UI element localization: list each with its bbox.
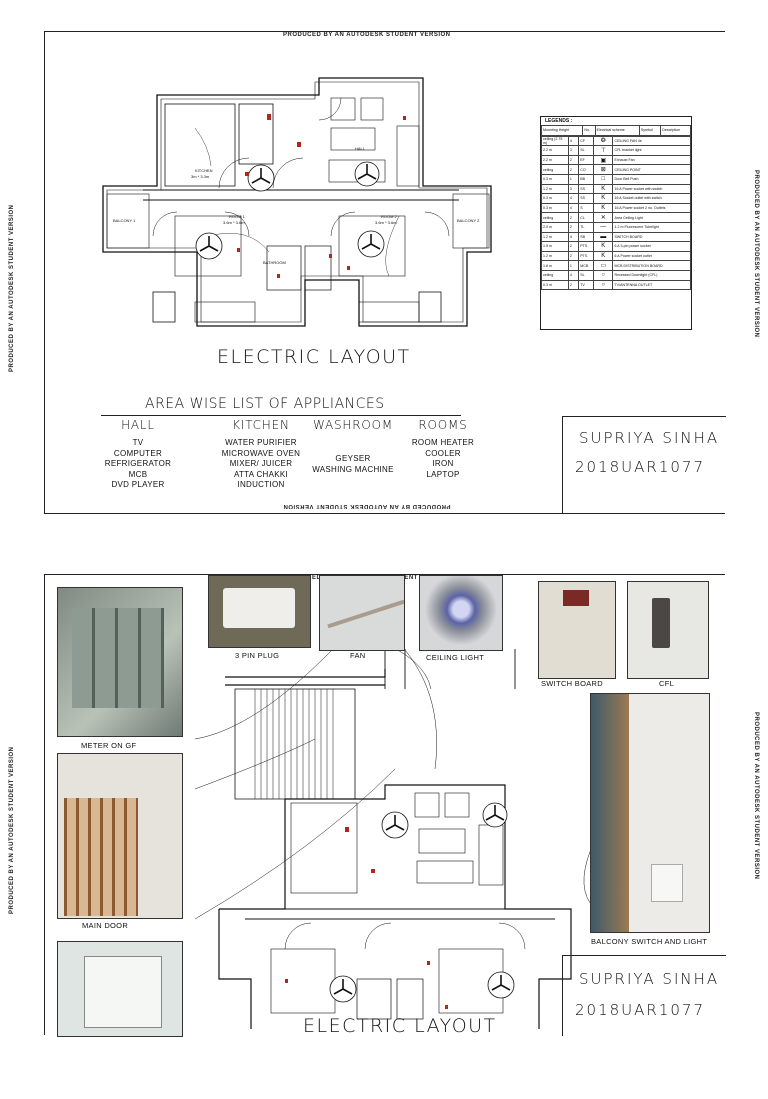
appliance-column-head: ROOMS (418, 418, 468, 432)
legend-header: Electrical scheme (595, 126, 639, 136)
legend-cell: ceiling (542, 213, 569, 223)
legend-cell: 4 (568, 232, 578, 242)
legend-cell: SWITCH BOARD (613, 232, 691, 242)
legend-cell: ceiling (542, 165, 569, 175)
mcb-box (84, 956, 162, 1028)
legend-cell: SS (579, 184, 594, 194)
caption-switch-board: SWITCH BOARD (541, 679, 603, 688)
legend-grid (541, 125, 691, 136)
legend-row (542, 222, 691, 232)
legend-cell: 2 (568, 165, 578, 175)
appliances-title: AREA WISE LIST OF APPLIANCES (145, 396, 385, 412)
appliance-item: GEYSER (335, 454, 371, 463)
label-room2: ROOM 2 (381, 214, 397, 219)
door-grill (64, 798, 138, 916)
legend-cell: TV (579, 280, 594, 290)
appliance-item: TV (132, 438, 144, 447)
appliance-list (101, 438, 175, 491)
meter-panels (72, 608, 164, 708)
photo-switch-board (538, 581, 616, 679)
label-bathroom: BATHROOM (263, 260, 286, 265)
label-kitchen: KITCHEN (195, 168, 213, 173)
floor-plan (99, 76, 499, 376)
appliance-column-head: HALL (121, 418, 155, 432)
caption-balcony-switch: BALCONY SWITCH AND LIGHT (591, 937, 708, 946)
legend-row (542, 194, 691, 204)
legend-cell: SL (579, 270, 594, 280)
legend-header: Symbol (639, 126, 660, 136)
legend-cell: MCB DISTRIBUTION BOARD (613, 261, 691, 271)
photo-mcb (57, 941, 183, 1037)
legend-row (542, 155, 691, 165)
label-room2-dim: 3.6m * 3.6m (375, 220, 397, 225)
appliance-item: MICROWAVE OVEN (221, 448, 301, 458)
legend-cell: Recessed Downlight (CFL) (613, 270, 691, 280)
appliance-item: IRON (432, 459, 454, 468)
legend-rows (541, 136, 691, 291)
legend-row (542, 184, 691, 194)
legend-cell: CF (579, 136, 594, 146)
appliance-item: COMPUTER (113, 448, 163, 458)
label-hall: HALL (355, 146, 366, 151)
label-room1-dim: 3.6m * 3.6m (223, 220, 245, 225)
appliance-list (383, 438, 503, 480)
legend-cell: 2 (568, 242, 578, 252)
appliance-item: REFRIGERATOR (104, 459, 172, 468)
legend-cell: 1.8 m (542, 261, 569, 271)
appliance-item: INDUCTION (237, 480, 285, 489)
appliance-item: MIXER/ JUICER (229, 459, 293, 468)
student-roll: 2018UAR1077 (575, 1001, 706, 1019)
legend-symbol-icon: ⊠ (594, 165, 613, 175)
appliance-item: WATER PURIFIER (225, 438, 297, 447)
legend-symbol-icon: K (594, 203, 613, 213)
legend-cell: 16 A Power socket with switch (613, 184, 691, 194)
appliance-item: LAPTOP (426, 469, 460, 479)
legend-header: Mounting Height (542, 126, 583, 136)
photo-main-door (57, 753, 183, 919)
sheet-photo-layout (44, 574, 725, 1035)
label-balcony1: BALCONY 1 (113, 218, 136, 223)
legend-cell: SS (579, 194, 594, 204)
legend-symbol-icon: — (594, 222, 613, 232)
legend-header: No. (583, 126, 595, 136)
legend-cell: EF (579, 155, 594, 165)
photo-3-pin-plug (208, 575, 311, 648)
legend-cell: 2.2 m (542, 155, 569, 165)
page-title: ELECTRIC LAYOUT (217, 346, 411, 368)
appliance-item: DVD PLAYER (111, 480, 165, 489)
legend-symbol-icon: K (594, 242, 613, 252)
legend-cell: 1.2 m (542, 184, 569, 194)
legend-cell: SL (579, 146, 594, 156)
legend-cell: BB (579, 174, 594, 184)
caption-fan: FAN (350, 651, 366, 660)
legend-cell: ceiling (542, 270, 569, 280)
legend-cell: 1.2 m Fluorescent Tubelight (613, 222, 691, 232)
legend-symbol-icon: K (594, 251, 613, 261)
legend-cell: 4 (568, 203, 578, 213)
photo-balcony (590, 693, 710, 933)
legend-cell: CEILING FAN 4e (613, 136, 691, 146)
legend-row (542, 261, 691, 271)
legend-cell: 2.0 m (542, 222, 569, 232)
legend-cell: Door Bell Push (613, 174, 691, 184)
legend-symbol-icon: K (594, 194, 613, 204)
student-name: SUPRIYA SINHA (579, 429, 720, 447)
legend-cell: 0.3 m (542, 203, 569, 213)
legend-row (542, 174, 691, 184)
appliance-column-head: WASHROOM (312, 418, 394, 432)
legend-cell: 2 (568, 280, 578, 290)
legend-cell: CO (579, 165, 594, 175)
legend-row (542, 242, 691, 252)
legend-cell: ceiling (2.75 m) (542, 136, 569, 146)
legend-symbol-icon: ▭ (594, 261, 613, 271)
sheet-electric-layout (44, 31, 725, 514)
legend-cell: 2 (568, 213, 578, 223)
legend-cell: 3 (568, 146, 578, 156)
caption-meter: METER ON GF (81, 741, 137, 750)
legend-cell: 6 A Power socket outlet (613, 251, 691, 261)
legend-title: LEGENDS : (545, 118, 573, 124)
appliance-item: ATTA CHAKKI (233, 469, 289, 479)
legend-symbol-icon: ⊤ (594, 146, 613, 156)
legend-symbol-icon: ▣ (594, 155, 613, 165)
legend-symbol-icon: ○ (594, 270, 613, 280)
page-title: ELECTRIC LAYOUT (303, 1015, 497, 1037)
legend-row (542, 232, 691, 242)
legend-cell: 6 A 3-pin power socket (613, 242, 691, 252)
legend-cell: 1.5 m (542, 242, 569, 252)
label-room1: ROOM 1 (229, 214, 245, 219)
caption-3-pin-plug: 3 PIN PLUG (235, 651, 280, 660)
watermark-right-bottom: PRODUCED BY AN AUTODESK STUDENT VERSION (753, 712, 759, 880)
appliance-item: MCB (128, 469, 148, 479)
legend-cell: PTS (579, 251, 594, 261)
legend-cell: MCB (579, 261, 594, 271)
legend-cell: CFL bracket light (613, 146, 691, 156)
appliances-divider (101, 415, 461, 416)
legend-row (542, 270, 691, 280)
legend-symbol-icon: ▬ (594, 232, 613, 242)
student-roll: 2018UAR1077 (575, 458, 706, 476)
legend-symbol-icon: ✕ (594, 213, 613, 223)
legend-symbol-icon: ○ (594, 280, 613, 290)
legend-cell: 4 (568, 194, 578, 204)
legend-cell: 0.3 m (542, 174, 569, 184)
legend-cell: 0.3 m (542, 280, 569, 290)
switch-display (563, 590, 589, 606)
legend-cell: 4 (568, 270, 578, 280)
appliance-item: COOLER (425, 448, 461, 458)
legend-cell: 4 (568, 136, 578, 146)
balcony-switch (651, 864, 683, 902)
legend-cell: 2.2 m (542, 146, 569, 156)
legend-row (542, 136, 691, 146)
plug-plate (223, 588, 295, 628)
legend-cell: 16 A Power socket 2 no. Outlets (613, 203, 691, 213)
legend-table (540, 116, 692, 330)
label-kitchen-dim: 3m * 3.3m (191, 174, 210, 179)
photo-cfl (627, 581, 709, 679)
legend-cell: 0.3 m (542, 194, 569, 204)
cfl-lamp (652, 598, 670, 648)
legend-cell: Area Ceiling Light (613, 213, 691, 223)
label-balcony2: BALCONY 2 (457, 218, 480, 223)
balcony-frame (591, 694, 629, 932)
legend-cell: 1 (568, 174, 578, 184)
legend-cell: 1.2 m (542, 251, 569, 261)
photo-ceiling-light (419, 575, 503, 651)
legend-cell: 2 (568, 155, 578, 165)
legend-row (542, 280, 691, 290)
legend-cell: 1.2 m (542, 232, 569, 242)
legend-row (542, 146, 691, 156)
legend-cell: 16 A Socket outlet with switch (613, 194, 691, 204)
watermark-right-top: PRODUCED BY AN AUTODESK STUDENT VERSION (753, 170, 759, 338)
legend-symbol-icon: K (594, 184, 613, 194)
legend-cell: PTS (579, 242, 594, 252)
legend-row (542, 165, 691, 175)
legend-symbol-icon: ❂ (594, 136, 613, 146)
legend-row (542, 251, 691, 261)
legend-row (542, 203, 691, 213)
legend-cell: Exhaust Fan (613, 155, 691, 165)
photo-fan (319, 575, 405, 651)
watermark-top: PRODUCED BY AN AUTODESK STUDENT VERSION (283, 32, 451, 38)
watermark-bottom: PRODUCED BY AN AUTODESK STUDENT VERSION (283, 503, 451, 509)
caption-ceiling-light: CEILING LIGHT (426, 653, 485, 662)
legend-cell: 3 (568, 184, 578, 194)
legend-row (542, 213, 691, 223)
caption-main-door: MAIN DOOR (82, 921, 129, 930)
legend-header: Description (661, 126, 691, 136)
legend-cell: CEILING POINT (613, 165, 691, 175)
legend-cell: TV/ANTENNA OUTLET (613, 280, 691, 290)
legend-cell: 2 (568, 251, 578, 261)
legend-cell: CL (579, 213, 594, 223)
fan-blade (327, 600, 404, 629)
watermark-left-bottom: PRODUCED BY AN AUTODESK STUDENT VERSION (9, 746, 15, 914)
legend-cell: 1 (568, 261, 578, 271)
watermark-left-top: PRODUCED BY AN AUTODESK STUDENT VERSION (9, 204, 15, 372)
caption-cfl: CFL (659, 679, 675, 688)
legend-cell: SB (579, 232, 594, 242)
legend-symbol-icon: □ (594, 174, 613, 184)
legend-cell: S (579, 203, 594, 213)
appliance-item: ROOM HEATER (411, 438, 475, 447)
appliance-column-head: KITCHEN (232, 418, 290, 432)
appliance-item: WASHING MACHINE (312, 464, 394, 474)
student-name: SUPRIYA SINHA (579, 970, 720, 988)
legend-cell: 2 (568, 222, 578, 232)
legend-header-row (542, 126, 691, 136)
legend-cell: TL (579, 222, 594, 232)
photo-meter (57, 587, 183, 737)
